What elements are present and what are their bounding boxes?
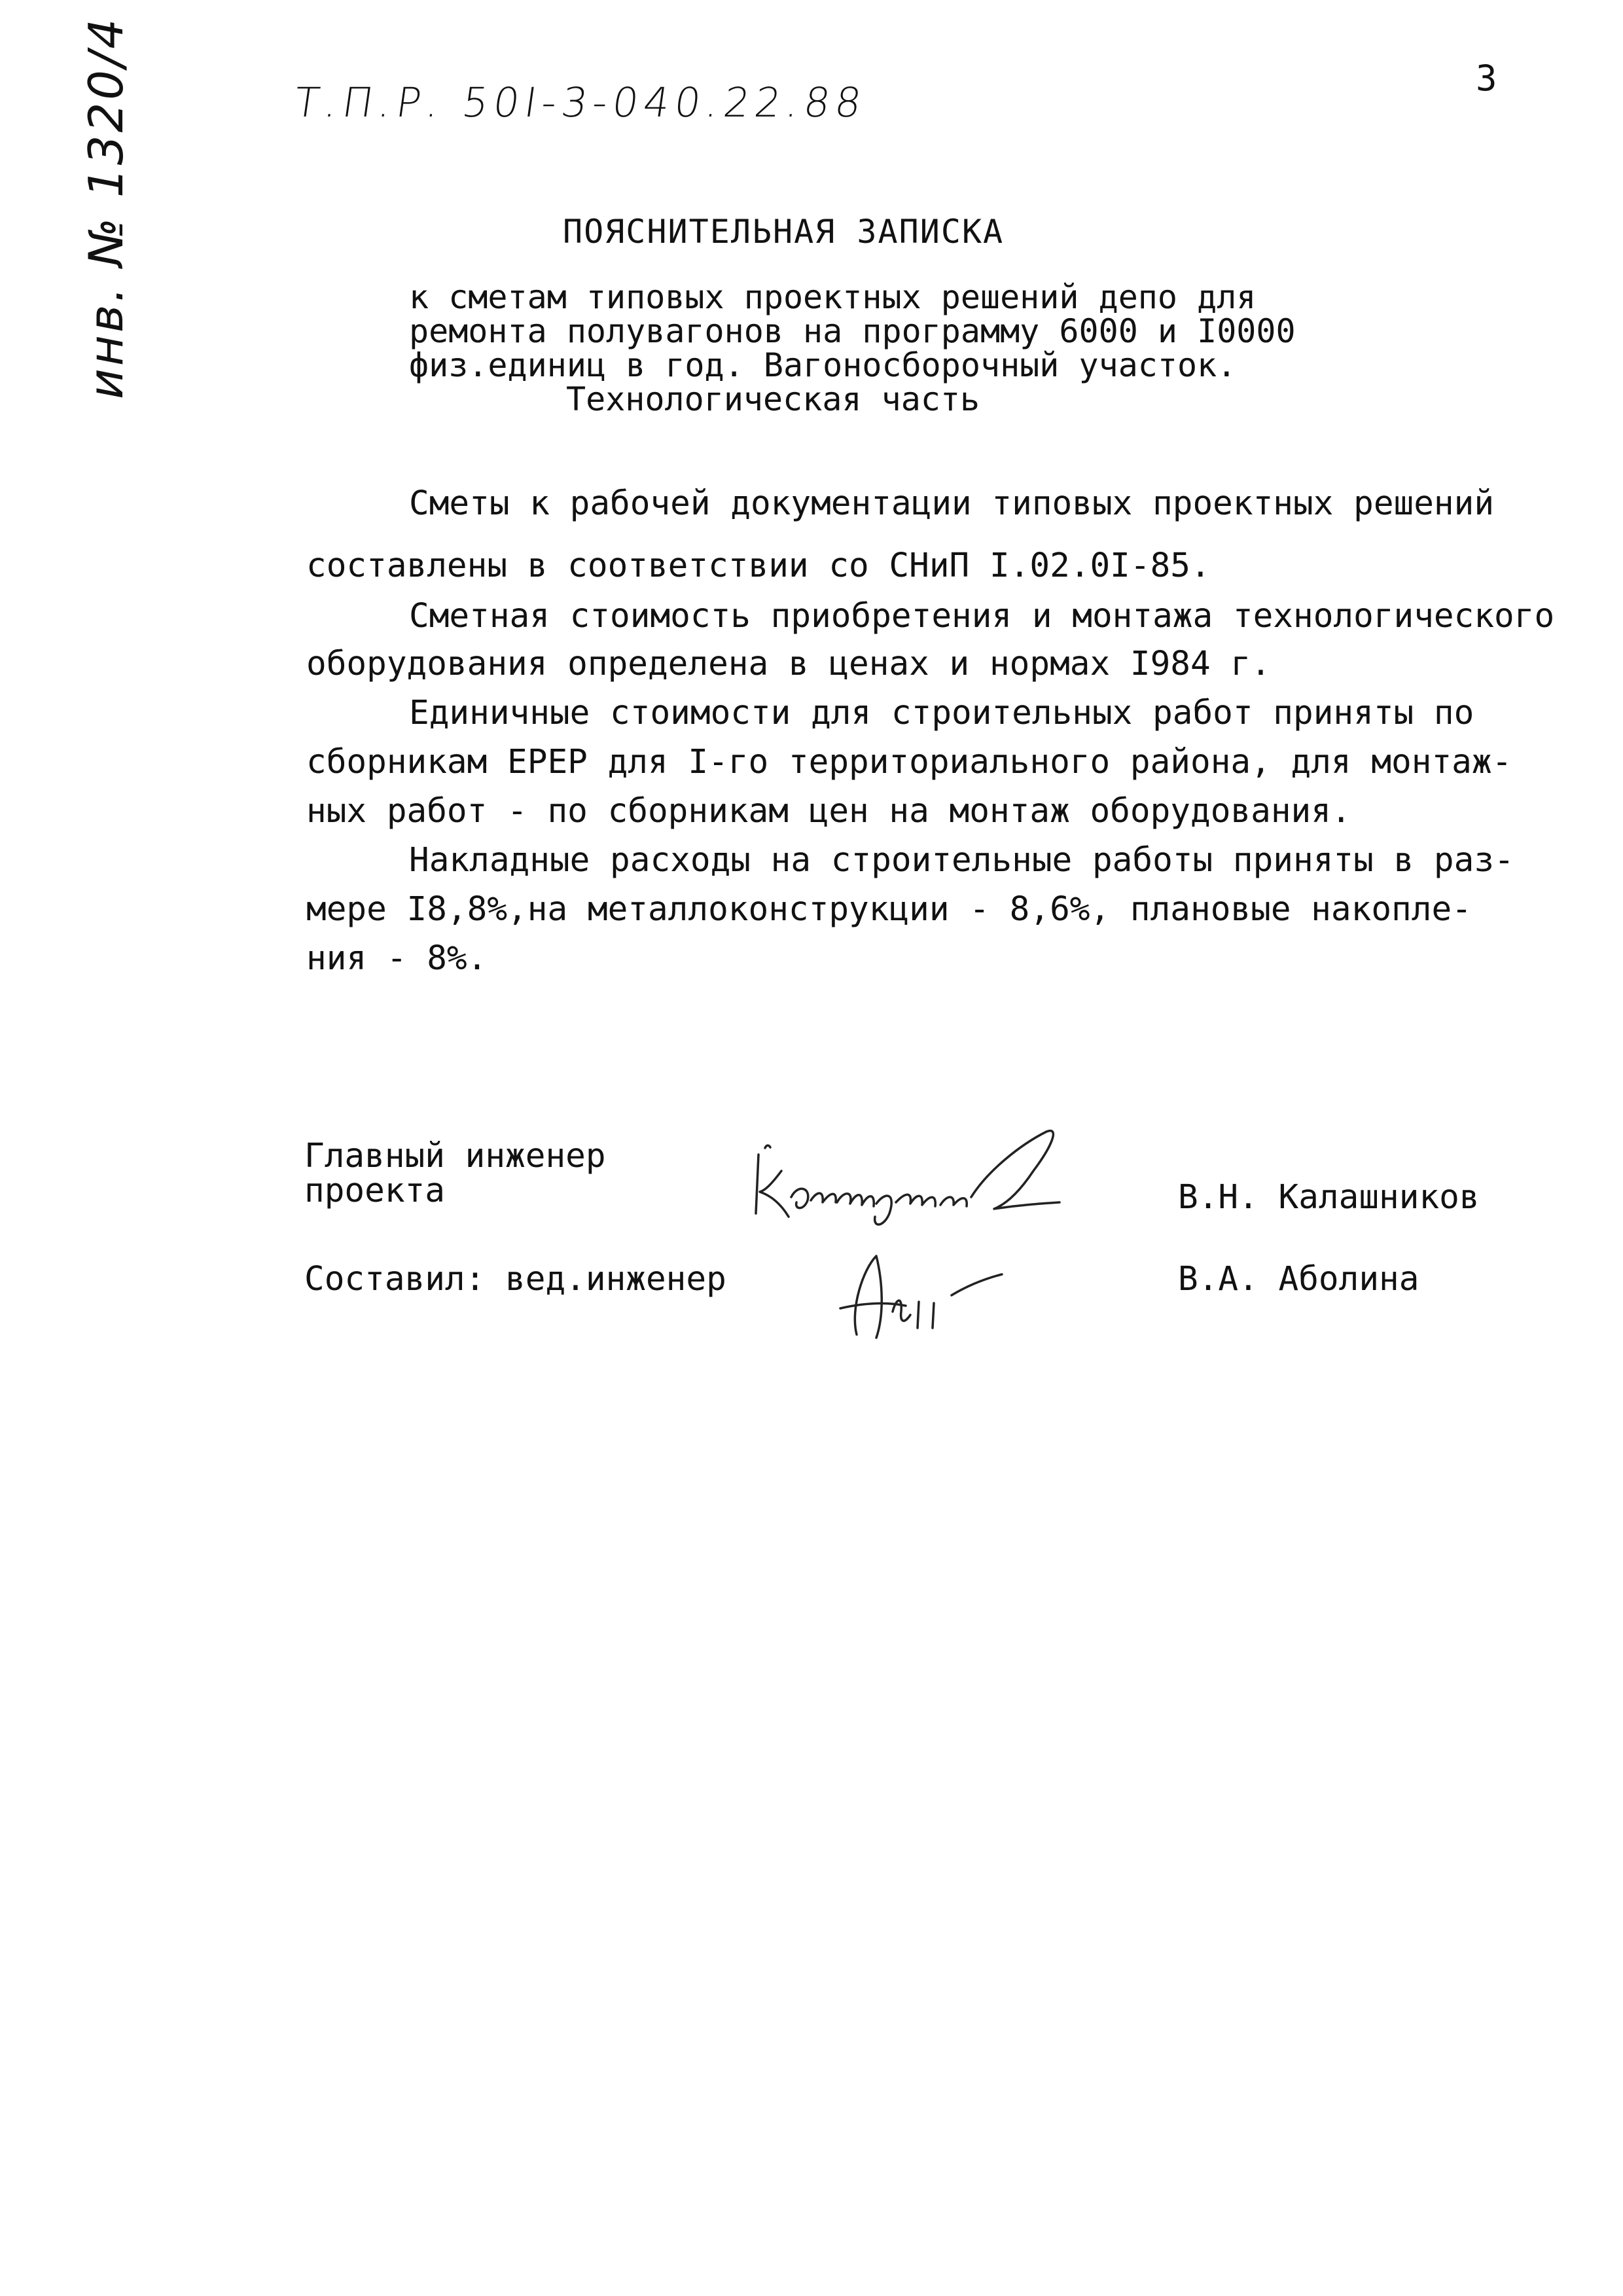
body-line: сборникам ЕРЕР для I-го территориального района, для монтаж- <box>306 743 1512 781</box>
compiler-name: В.А. Аболина <box>1178 1260 1419 1299</box>
body-line: оборудования определена в ценах и нормах I984 г. <box>306 645 1271 683</box>
body-line: Сметы к рабочей документации типовых проектных решений <box>409 484 1495 523</box>
compiler-label: Составил: вед.инженер <box>304 1260 726 1299</box>
body-line: ния - 8%. <box>306 939 488 978</box>
subtitle-line: ремонта полувагонов на программу 6000 и I0000 <box>409 312 1296 350</box>
chief-engineer-label: проекта <box>304 1172 445 1210</box>
body-line: составлены в соответствии со СНиП I.02.0I-85. <box>306 547 1211 585</box>
signature-icon <box>830 1243 1027 1348</box>
body-line: Накладные расходы на строительные работы приняты в раз- <box>409 841 1514 880</box>
subtitle-line: физ.единиц в год. Вагоносборочный участок. <box>409 346 1237 384</box>
body-line: Единичные стоимости для строительных работ приняты по <box>409 694 1474 732</box>
page-number: 3 <box>1476 58 1497 99</box>
compiler-signature <box>805 1230 1001 1335</box>
signature-icon <box>745 1119 1073 1230</box>
body-line: мере I8,8%,на металлоконструкции - 8,6%, плановые накопле- <box>306 890 1472 929</box>
chief-engineer-label: Главный инженер <box>304 1137 606 1175</box>
document-title: ПОЯСНИТЕЛЬНАЯ ЗАПИСКА <box>563 213 1005 251</box>
document-code: Т.П.Р. 50I-3-040.22.88 <box>291 79 870 126</box>
chief-signature <box>720 1106 1047 1217</box>
subtitle-line: Технологическая часть <box>566 380 980 418</box>
subtitle-line: к сметам типовых проектных решений депо для <box>409 278 1257 316</box>
inventory-stamp: инв. № 1320/4 <box>79 16 134 399</box>
body-line: Сметная стоимость приобретения и монтажа технологического <box>409 597 1555 636</box>
chief-engineer-name: В.Н. Калашников <box>1178 1178 1480 1217</box>
body-line: ных работ - по сборникам цен на монтаж оборудования. <box>306 792 1351 831</box>
